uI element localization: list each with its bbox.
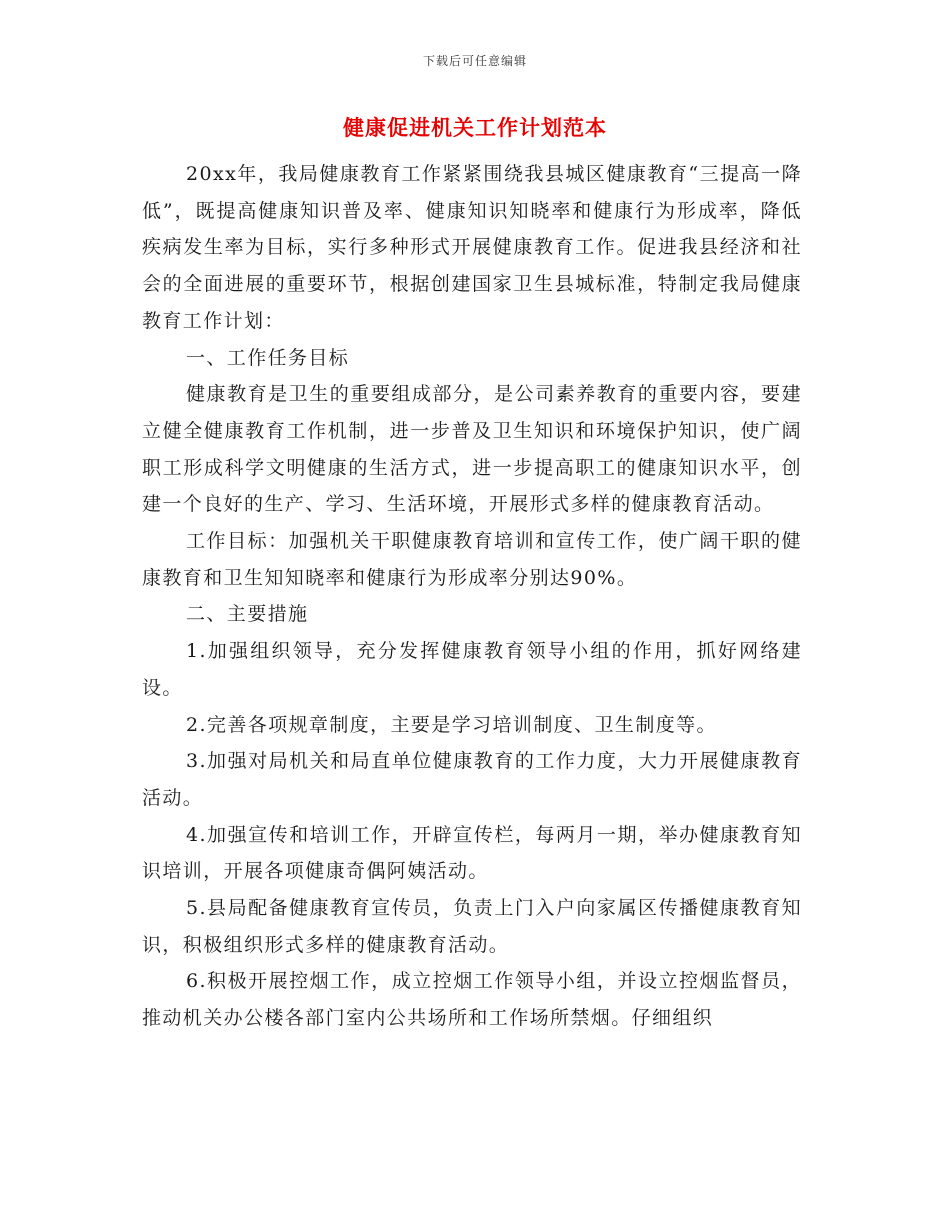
paragraph: 健康教育是卫生的重要组成部分，是公司素养教育的重要内容，要建立健全健康教育工作机制，进一步普及卫生知识和环境保护知识，使广阔职工形成科学文明健康的生活方式，进一步提高职工的健康知识水平，创建一个良好的生产、学习、生活环境，开展形式多样的健康教育活动。 <box>142 383 802 516</box>
paragraph-intro: 20xx年，我局健康教育工作紧紧围绕我县城区健康教育“三提高一降低”，既提高健康知识普及率、健康知识知晓率和健康行为形成率，降低疾病发生率为目标，实行多种形式开展健康教育工作。促进我县经济和社会的全面进展的重要环节，根据创建国家卫生县城标准，特制定我局健康教育工作计划： <box>142 163 802 332</box>
list-item: 4.加强宣传和培训工作，开辟宣传栏，每两月一期，举办健康教育知识培训，开展各项健康奇偶阿姨活动。 <box>142 823 802 883</box>
document-title: 健康促进机关工作计划范本 <box>343 115 607 140</box>
list-item: 2.完善各项规章制度，主要是学习培训制度、卫生制度等。 <box>186 713 717 736</box>
list-item: 3.加强对局机关和局直单位健康教育的工作力度，大力开展健康教育活动。 <box>142 750 802 809</box>
header-note: 下载后可任意编辑 <box>422 54 527 68</box>
list-item: 1.加强组织领导，充分发挥健康教育领导小组的作用，抓好网络建设。 <box>142 640 802 699</box>
paragraph: 工作目标：加强机关干职健康教育培训和宣传工作，使广阔干职的健康教育和卫生知知晓率和健康行为形成率分别达90%。 <box>142 530 802 589</box>
list-item: 6.积极开展控烟工作，成立控烟工作领导小组，并设立控烟监督员，推动机关办公楼各部门室内公共场所和工作场所禁烟。仔细组织 <box>142 970 802 1030</box>
section-heading-1: 一、工作任务目标 <box>186 346 350 369</box>
document-body <box>142 156 802 1037</box>
section-heading-2: 二、主要措施 <box>186 603 309 626</box>
list-item: 5.县局配备健康教育宣传员，负责上门入户向家属区传播健康教育知识，积极组织形式多样的健康教育活动。 <box>142 897 802 956</box>
